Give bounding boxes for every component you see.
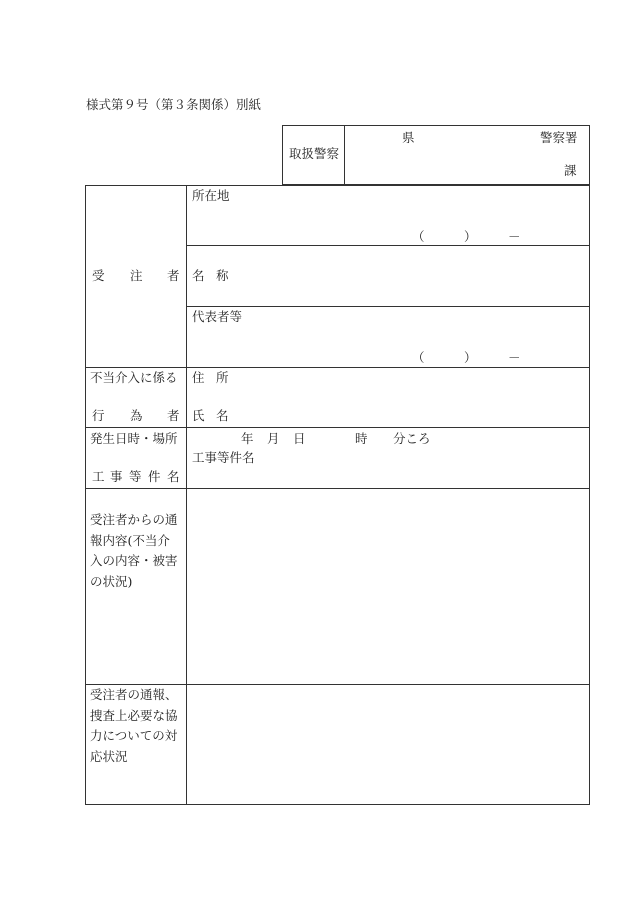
contractor-label-char: 受 [92, 268, 105, 283]
cooperation-label-line: 力についての対 [90, 728, 178, 743]
location-label: 所在地 [192, 188, 230, 203]
company-name-label-char: 名 [192, 268, 205, 283]
occurrence-label-line1: 発生日時・場所 [90, 431, 178, 446]
intervener-label-char: 為 [130, 408, 143, 423]
intervener-label-char: 行 [92, 408, 105, 423]
cooperation-label-line: 捜査上必要な協 [90, 708, 178, 723]
date-month-label: 月 [267, 431, 280, 446]
report-label-line: 報内容(不当介 [90, 533, 170, 548]
cooperation-label-line: 受注者の通報、 [90, 687, 178, 702]
intervener-label-line1: 不当介入に係る [90, 370, 178, 385]
company-name-label-char: 称 [216, 268, 229, 283]
report-label-line: の状況) [90, 574, 133, 589]
time-minute-label: 分ころ [393, 431, 431, 446]
police-station-label: 警察署 [540, 130, 578, 145]
representative-phone-close: ） [464, 350, 477, 365]
cooperation-label-line: 応状況 [90, 749, 128, 764]
representative-phone-open: （ [412, 350, 425, 365]
date-day-label: 日 [293, 431, 306, 446]
location-phone-close: ） [464, 229, 477, 244]
address-label-char: 所 [216, 370, 229, 385]
report-label-line: 入の内容・被害 [90, 553, 178, 568]
person-name-label-char: 氏 [192, 408, 205, 423]
occurrence-label-char: 工 [92, 469, 105, 484]
report-label-line: 受注者からの通 [90, 512, 178, 527]
section-label: 課 [564, 163, 577, 178]
prefecture-label: 県 [402, 130, 415, 145]
person-name-label-char: 名 [216, 408, 229, 423]
police-box-label: 取扱警察 [289, 146, 340, 161]
occurrence-label-char: 件 [148, 469, 161, 484]
representative-label: 代表者等 [192, 309, 243, 324]
occurrence-label-char: 名 [167, 469, 180, 484]
location-phone-open: （ [412, 229, 425, 244]
intervener-label-char: 者 [167, 408, 180, 423]
contractor-label-char: 注 [130, 268, 143, 283]
form-title: 様式第９号（第３条関係）別紙 [86, 97, 262, 112]
contractor-label-char: 者 [167, 268, 180, 283]
representative-phone-dash: － [508, 350, 521, 365]
occurrence-label-char: 事 [110, 469, 123, 484]
date-year-label: 年 [241, 431, 254, 446]
location-phone-dash: － [508, 229, 521, 244]
project-name-label: 工事等件名 [192, 450, 255, 465]
time-hour-label: 時 [355, 431, 368, 446]
address-label-char: 住 [192, 370, 205, 385]
occurrence-label-char: 等 [129, 469, 142, 484]
